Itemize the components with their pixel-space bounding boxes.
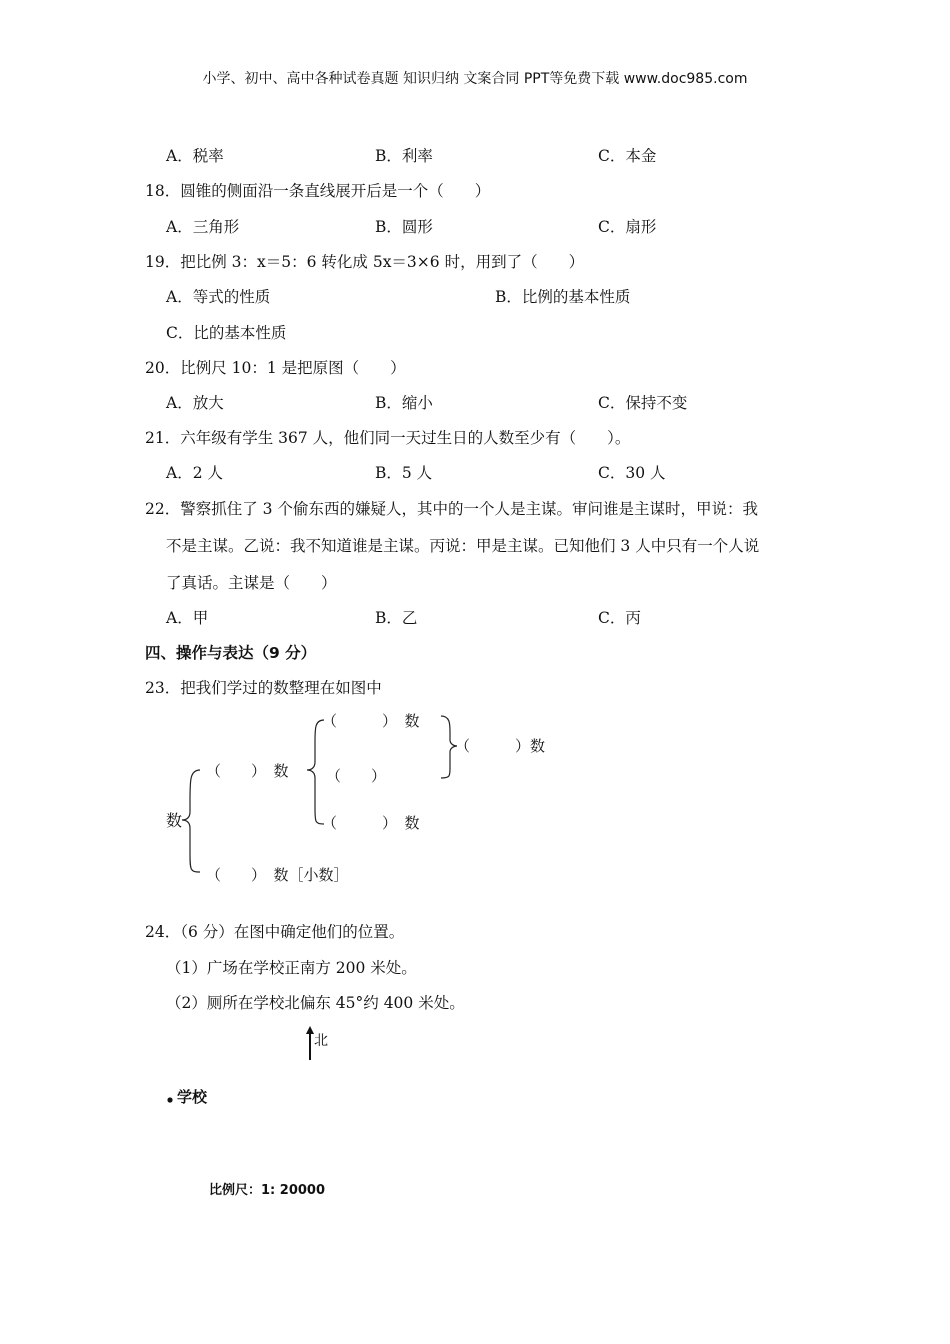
q18-option-b: B．圆形: [375, 218, 433, 236]
scale-label: 比例尺：1: 20000: [209, 1183, 325, 1198]
q24-part-1: （1）广场在学校正南方 200 米处。: [166, 959, 417, 977]
sub-brace: [307, 720, 324, 824]
q24-stem: 24．（6 分）在图中确定他们的位置。: [145, 923, 405, 941]
q22-option-a: A．甲: [166, 609, 209, 627]
q19-option-c: C．比的基本性质: [166, 324, 287, 342]
q22-line-2: 不是主谋。乙说：我不知道谁是主谋。丙说：甲是主谋。已知他们 3 人中只有一个人说: [166, 537, 760, 555]
q17-option-b: B．利率: [375, 147, 433, 165]
q18-option-a: A．三角形: [166, 218, 240, 236]
q22-option-c: C．丙: [598, 609, 641, 627]
q21-option-a: A．2 人: [166, 464, 223, 482]
q22-line-3: 了真话。主谋是（ ）: [166, 574, 337, 592]
q20-option-b: B．缩小: [375, 394, 433, 412]
q20-option-c: C．保持不变: [598, 394, 688, 412]
q24-part-2: （2）厕所在学校北偏东 45°约 400 米处。: [166, 994, 465, 1012]
main-brace: [182, 770, 200, 872]
q19-option-a: A．等式的性质: [166, 288, 271, 306]
diagram-top-left: （ ） 数: [206, 762, 289, 780]
q19-option-b: B．比例的基本性质: [495, 288, 631, 306]
q17-option-a: A．税率: [166, 147, 224, 165]
q21-option-c: C．30 人: [598, 464, 666, 482]
q21-option-b: B．5 人: [375, 464, 433, 482]
diagram-bottom: （ ） 数［小数］: [206, 866, 349, 884]
school-label: 学校: [177, 1088, 208, 1106]
q20-option-a: A．放大: [166, 394, 224, 412]
q20-stem: 20．比例尺 10：1 是把原图（ ）: [145, 359, 406, 377]
school-dot-icon: [166, 1096, 176, 1106]
q18-option-c: C．扇形: [598, 218, 657, 236]
page-header: 小学、初中、高中各种试卷真题 知识归纳 文案合同 PPT等免费下载 www.doc985.com: [202, 71, 748, 87]
diagram-branch-2: （ ）: [326, 767, 387, 785]
section-4-title: 四、操作与表达（9 分）: [145, 644, 317, 662]
diagram-branch-1: （ ） 数: [322, 712, 420, 730]
q17-option-c: C．本金: [598, 147, 657, 165]
q18-stem: 18．圆锥的侧面沿一条直线展开后是一个（ ）: [145, 182, 491, 200]
q22-line-1: 22．警察抓住了 3 个偷东西的嫌疑人，其中的一个人是主谋。审问谁是主谋时，甲说：我: [145, 500, 758, 518]
q22-option-b: B．乙: [375, 609, 418, 627]
diagram-bracket-result: （ ）数: [455, 737, 546, 755]
q19-stem: 19．把比例 3：x＝5：6 转化成 5x＝3×6 时，用到了（ ）: [145, 253, 585, 271]
q21-stem: 21．六年级有学生 367 人，他们同一天过生日的人数至少有（ ）。: [145, 429, 631, 447]
diagram-branch-3: （ ） 数: [322, 814, 420, 832]
north-label: 北: [314, 1033, 328, 1049]
diagram-root: 数: [166, 811, 183, 830]
q23-stem: 23．把我们学过的数整理在如图中: [145, 679, 382, 697]
